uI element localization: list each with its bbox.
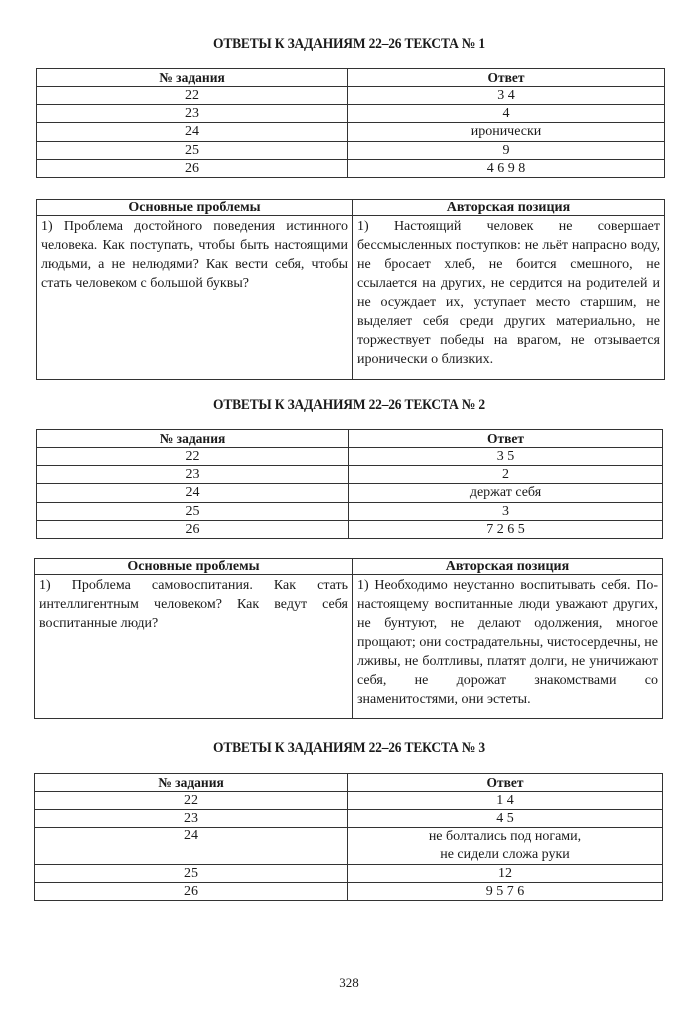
table-row — [35, 575, 663, 719]
table-row — [37, 466, 663, 484]
header-author-position: Авторская позиция — [353, 559, 663, 575]
answer-value: держат себя — [349, 484, 663, 503]
table-row — [37, 87, 665, 105]
header-answer: Ответ — [349, 430, 663, 448]
answer-value — [348, 828, 663, 865]
answer-value: 9 5 7 6 — [348, 883, 663, 901]
table-row — [37, 484, 663, 503]
answer-value: 4 6 9 8 — [348, 160, 665, 178]
table-row — [37, 503, 663, 521]
header-task-number: № задания — [35, 774, 348, 792]
table-row — [35, 792, 663, 810]
task-number: 22 — [37, 87, 348, 105]
task-number: 23 — [37, 466, 349, 484]
table-header-row — [37, 69, 665, 87]
table-row — [37, 216, 665, 380]
answer-value: иронически — [348, 123, 665, 142]
answer-value: 3 — [349, 503, 663, 521]
table-row — [37, 142, 665, 160]
author-position-text: 1) Необходимо неустанно воспитывать себя. По-настоящему воспитанные люди уважают других, не бунтуют, не делают одолжения, многое прощают; они сострадательны, чистосердечны, не лживы, не болтливы, платят долги, не уничижают себя, не дорожат знакомствами со знаменитостями, они эстеты. — [353, 575, 663, 719]
header-main-problems: Основные проблемы — [37, 200, 353, 216]
answer-line: не болтались под ногами, — [428, 829, 582, 844]
table-row — [37, 160, 665, 178]
problems-table-2 — [34, 558, 663, 719]
problem-text: 1) Проблема самовоспитания. Как стать интеллигентным человеком? Как ведут себя воспитанные люди? — [35, 575, 353, 719]
answer-value: 9 — [348, 142, 665, 160]
header-main-problems: Основные проблемы — [35, 559, 353, 575]
task-number: 26 — [37, 521, 349, 539]
header-answer: Ответ — [348, 69, 665, 87]
answer-value: 4 5 — [348, 810, 663, 828]
header-author-position: Авторская позиция — [353, 200, 665, 216]
task-number: 22 — [35, 792, 348, 810]
task-number: 25 — [35, 865, 348, 883]
problems-table-1 — [36, 199, 665, 380]
answer-value: 3 4 — [348, 87, 665, 105]
answers-table-3 — [34, 773, 663, 901]
table-row — [35, 828, 663, 865]
problem-text: 1) Проблема достойного поведения истинного человека. Как поступать, чтобы быть настоящими людьми, а не нелюдями? Как вести себя, чтобы стать человеком с большой буквы? — [37, 216, 353, 380]
table-row — [37, 521, 663, 539]
table-row — [37, 123, 665, 142]
header-answer: Ответ — [348, 774, 663, 792]
author-position-text: 1) Настоящий человек не совершает бессмысленных поступков: не льёт напрасно воду, не бросает хлеб, не боится смешного, не ссылается на других, не сердится на родителей и не осуждает их, уступает место старшим, не выделяет себя среди других материально, не торжествует победы на врагом, не отзывается иронически о близких. — [353, 216, 665, 380]
task-number: 24 — [35, 828, 348, 865]
task-number: 26 — [37, 160, 348, 178]
answer-value: 12 — [348, 865, 663, 883]
task-number: 23 — [37, 105, 348, 123]
table-header-row — [37, 200, 665, 216]
table-header-row — [37, 430, 663, 448]
answer-value: 1 4 — [348, 792, 663, 810]
table-header-row — [35, 559, 663, 575]
task-number: 24 — [37, 484, 349, 503]
task-number: 22 — [37, 448, 349, 466]
header-task-number: № задания — [37, 430, 349, 448]
answers-table-1 — [36, 68, 665, 178]
table-row — [35, 865, 663, 883]
header-task-number: № задания — [37, 69, 348, 87]
page-number: 328 — [339, 975, 359, 990]
answer-value: 3 5 — [349, 448, 663, 466]
answer-value: 2 — [349, 466, 663, 484]
table-row — [35, 810, 663, 828]
task-number: 25 — [37, 503, 349, 521]
task-number: 26 — [35, 883, 348, 901]
section-3-title: ОТВЕТЫ К ЗАДАНИЯМ 22–26 ТЕКСТА № 3 — [213, 740, 485, 756]
task-number: 24 — [37, 123, 348, 142]
task-number: 23 — [35, 810, 348, 828]
table-row — [37, 105, 665, 123]
section-1-title: ОТВЕТЫ К ЗАДАНИЯМ 22–26 ТЕКСТА № 1 — [213, 36, 485, 52]
table-row — [35, 883, 663, 901]
section-2-title: ОТВЕТЫ К ЗАДАНИЯМ 22–26 ТЕКСТА № 2 — [213, 397, 485, 413]
table-header-row — [35, 774, 663, 792]
table-row — [37, 448, 663, 466]
answers-table-2 — [36, 429, 663, 539]
answer-value: 4 — [348, 105, 665, 123]
answer-line: не сидели сложа руки — [440, 847, 570, 862]
answer-value: 7 2 6 5 — [349, 521, 663, 539]
task-number: 25 — [37, 142, 348, 160]
